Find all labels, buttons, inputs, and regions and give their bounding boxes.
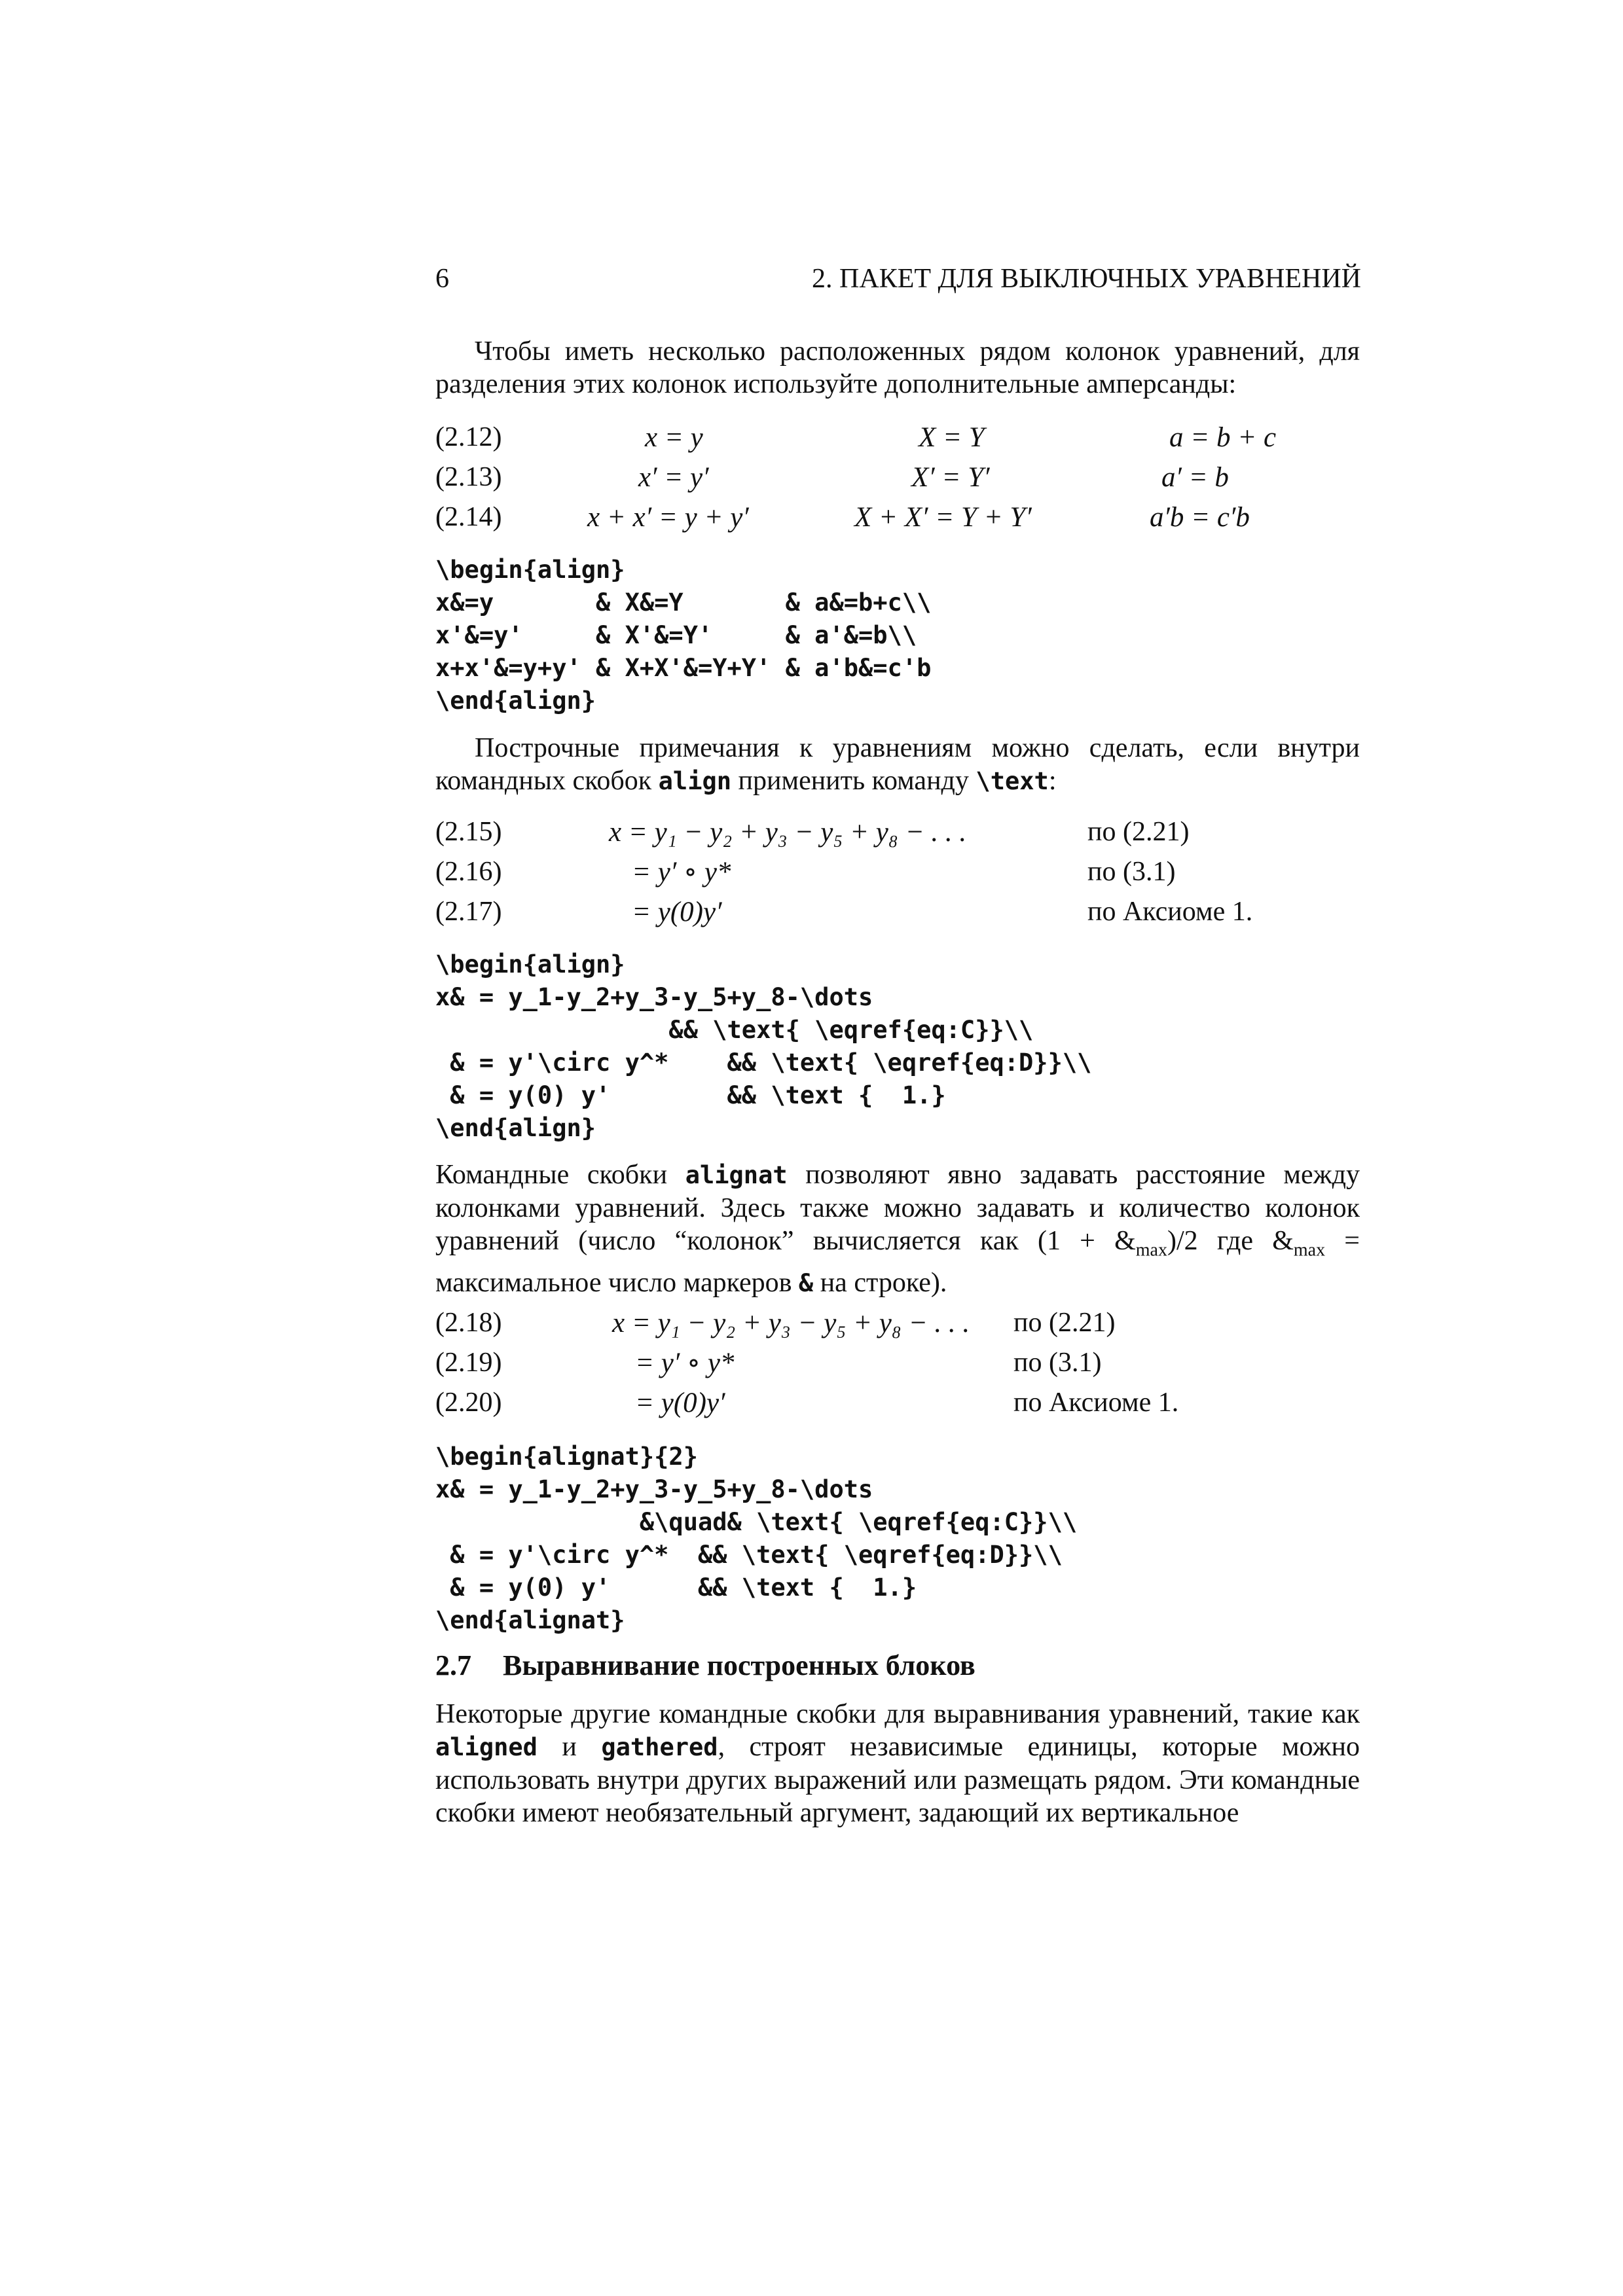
code-block-alignat: \begin{alignat}{2} x& = y_1-y_2+y_3-y_5+y_8-\dots &\quad& \text{ \eqref{eq:C}}\\ & = y'\circ y^* && \text{ \eqref{eq:D}}\\ & = y(0) y' && \text { 1.} \end{alignat} bbox=[435, 1443, 1078, 1634]
paragraph-aligned-blocks bbox=[435, 1698, 1360, 1829]
inline-code: aligned bbox=[435, 1733, 538, 1761]
equation-row bbox=[0, 1386, 1623, 1423]
equation-note: по (3.1) bbox=[1013, 1348, 1102, 1378]
equation-expression: = y′ ∘ y* bbox=[635, 1348, 735, 1378]
equation-expression: x = y₁ − y₂ + y₃ − y₅ + y₈ − . . . bbox=[612, 1308, 970, 1338]
equation-column-3: a′ = b bbox=[1161, 462, 1229, 493]
equation-number: (2.18) bbox=[435, 1308, 502, 1338]
text-span: применить команду bbox=[731, 766, 976, 796]
text-span: на строке). bbox=[813, 1268, 947, 1299]
equation-note: по (2.21) bbox=[1013, 1308, 1116, 1338]
equation-row bbox=[0, 421, 1623, 457]
equation-number: (2.15) bbox=[435, 817, 502, 847]
equation-row bbox=[0, 895, 1623, 932]
equation-column-1: x = y bbox=[645, 422, 703, 453]
section-title: Выравнивание построенных блоков bbox=[503, 1649, 976, 1681]
text-span: = максимальное число маркеров bbox=[435, 1226, 1360, 1299]
paragraph-text-notes bbox=[435, 732, 1360, 798]
text-span: позволяют явно задавать расстояние между колонками уравнений. Здесь также можно задавать и количество колонок уравнений (число “колонок” вычисляется как (1 + & bbox=[435, 1160, 1360, 1256]
text-span: , строят независимые единицы, которые можно использовать внутри других выражений или размещать рядом. Эти командные скобки имеют необязательный аргумент, задающий их вертикальное bbox=[435, 1732, 1360, 1828]
equation-number: (2.20) bbox=[435, 1388, 502, 1418]
equation-expression: = y′ ∘ y* bbox=[632, 857, 731, 888]
equation-column-3: a = b + c bbox=[1169, 422, 1277, 453]
equation-row bbox=[0, 816, 1623, 852]
text-span: и bbox=[537, 1732, 602, 1762]
text-span: : bbox=[1048, 766, 1057, 796]
page-number: 6 bbox=[435, 264, 449, 294]
equation-expression: = y(0)y′ bbox=[635, 1388, 725, 1418]
code-block-align: \begin{align} x&=y & X&=Y & a&=b+c\\ x'&=y' & X'&=Y' & a'&=b\\ x+x'&=y+y' & X+X'&=Y+Y' & a'b&=c'b \end{align} bbox=[435, 556, 932, 715]
equation-note: по (2.21) bbox=[1087, 817, 1190, 847]
subscript: max bbox=[1135, 1240, 1167, 1261]
running-title: 2. ПАКЕТ ДЛЯ ВЫКЛЮЧНЫХ УРАВНЕНИЙ bbox=[812, 264, 1361, 294]
inline-code: gathered bbox=[601, 1733, 718, 1761]
equation-expression: = y(0)y′ bbox=[632, 897, 722, 927]
equation-expression: x = y₁ − y₂ + y₃ − y₅ + y₈ − . . . bbox=[609, 817, 967, 848]
inline-code: align bbox=[658, 767, 732, 795]
inline-code: \text bbox=[976, 767, 1049, 795]
equation-number: (2.17) bbox=[435, 897, 502, 927]
equation-row bbox=[0, 461, 1623, 497]
equation-column-3: a′b = c′b bbox=[1150, 502, 1250, 533]
inline-code: alignat bbox=[685, 1161, 788, 1189]
text-span: Построчные примечания к уравнениям можно сделать, если внутри командных скобок bbox=[435, 733, 1360, 796]
equation-number: (2.16) bbox=[435, 857, 502, 887]
equation-number: (2.19) bbox=[435, 1348, 502, 1378]
equation-note: по Аксиоме 1. bbox=[1013, 1388, 1179, 1418]
subscript: max bbox=[1293, 1240, 1326, 1261]
equation-column-2: X = Y bbox=[919, 422, 985, 453]
equation-number: (2.14) bbox=[435, 502, 502, 532]
code-block-align-text: \begin{align} x& = y_1-y_2+y_3-y_5+y_8-\dots && \text{ \eqref{eq:C}}\\ & = y'\circ y^* && \text{ \eqref{eq:D}}\\ & = y(0) y' && \text { 1.} \end{align} bbox=[435, 950, 1092, 1142]
equation-note: по Аксиоме 1. bbox=[1087, 897, 1253, 927]
text-span: Командные скобки bbox=[435, 1160, 685, 1190]
equation-row bbox=[0, 1346, 1623, 1383]
equation-column-1: x′ = y′ bbox=[638, 462, 709, 493]
equation-row bbox=[0, 855, 1623, 892]
paragraph-alignat bbox=[435, 1158, 1360, 1300]
equation-row bbox=[0, 501, 1623, 537]
equation-column-1: x + x′ = y + y′ bbox=[587, 502, 749, 533]
equation-column-2: X + X′ = Y + Y′ bbox=[854, 502, 1032, 533]
text-span: )/2 где & bbox=[1167, 1226, 1294, 1256]
paragraph-intro: Чтобы иметь несколько расположенных рядом колонок уравнений, для разделения этих колонок используйте дополнительные амперсанды: bbox=[435, 336, 1360, 399]
equation-number: (2.12) bbox=[435, 422, 502, 452]
equation-number: (2.13) bbox=[435, 462, 502, 492]
section-heading bbox=[435, 1649, 976, 1682]
section-number: 2.7 bbox=[435, 1649, 471, 1681]
inline-code: & bbox=[798, 1269, 814, 1298]
equation-column-2: X′ = Y′ bbox=[911, 462, 990, 493]
equation-row bbox=[0, 1306, 1623, 1343]
equation-note: по (3.1) bbox=[1087, 857, 1176, 887]
text-span: Некоторые другие командные скобки для выравнивания уравнений, такие как bbox=[435, 1699, 1360, 1729]
